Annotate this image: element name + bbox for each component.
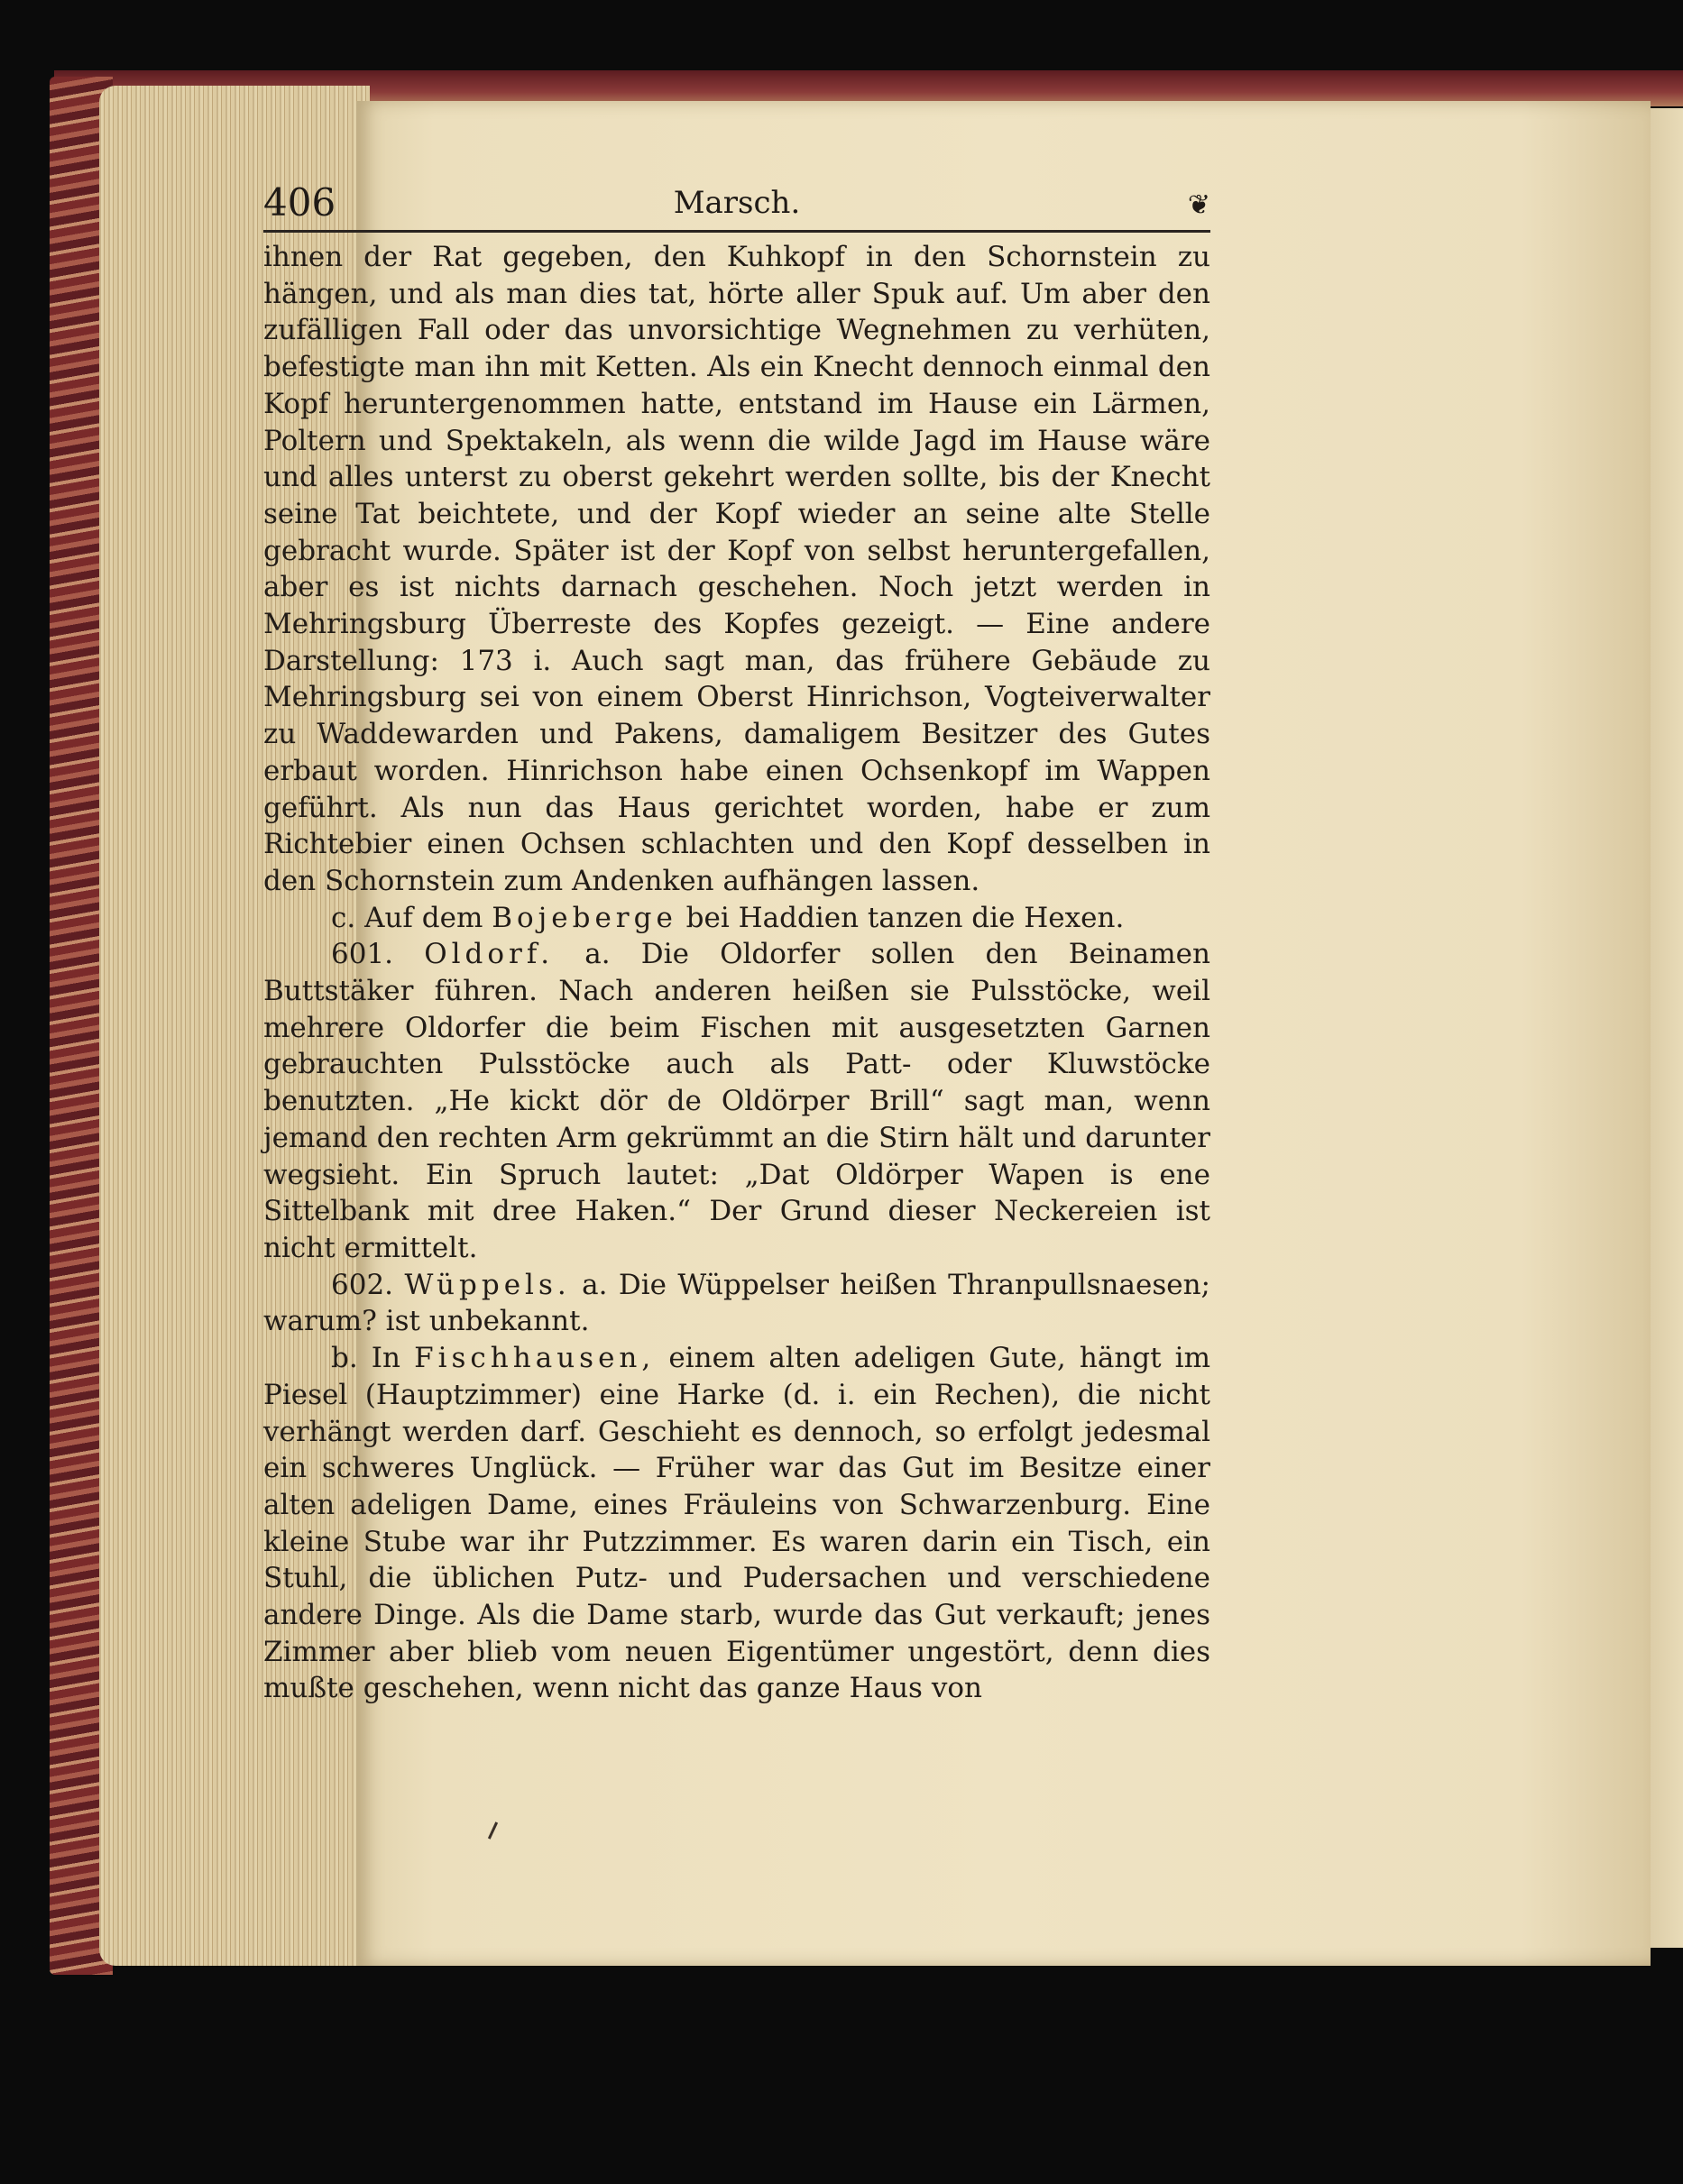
paragraph-text: einem alten adeligen Gute, hängt im Piesel (Hauptzimmer) eine Harke (d. i. ein Rechen), die nicht verhängt werden darf. Geschieht es dennoch, so erfolgt jedesmal ein schweres Unglück. — Früher war das Gut im Besitze einer alten adeligen Dame, eines Fräuleins von Schwarzenburg. Eine kleine Stube war ihr Putzzimmer. Es waren darin ein Tisch, ein Stuhl, die üblichen Putz- und Pudersachen und verschiedene andere Dinge. Als die Dame starb, wurde das Gut verkauft; jenes Zimmer aber blieb vom neuen Eigentümer ungestört, denn dies mußte geschehen, wenn nicht das ganze Haus von [263, 1342, 1210, 1705]
paragraph [263, 239, 1210, 900]
paragraph-text: bei Haddien tanzen die Hexen. [676, 901, 1125, 934]
paragraph [263, 1267, 1210, 1340]
place-name: Oldorf. [424, 938, 555, 971]
entry-number: 602. [331, 1268, 405, 1301]
paragraph-text: a. Die Wüppelser heißen Thranpullsnaesen; warum? ist unbekannt. [263, 1268, 1210, 1338]
place-name: Bojeberge [492, 901, 677, 934]
paragraph [263, 900, 1210, 937]
entry-number: 601. [331, 938, 425, 971]
ornament-icon: ❦ [1187, 189, 1210, 221]
paragraph [263, 1340, 1210, 1707]
paragraph-text: a. Die Oldorfer sollen den Beinamen Buttstäker führen. Nach anderen heißen sie Pulsstöcke, weil mehrere Oldorfer die beim Fischen mit ausgesetzten Garnen gebrauchten Pulsstöcke auch als Patt- oder Kluwstöcke benutzten. „He kickt dör de Oldörper Brill“ sagt man, wenn jemand den rechten Arm gekrümmt an die Stirn hält und darunter wegsieht. Ein Spruch lautet: „Dat Oldörper Wapen is ene Sittelbank mit dree Haken.“ Der Grund dieser Neckereien ist nicht ermittelt. [263, 938, 1210, 1264]
paragraph-text: c. Auf dem [331, 901, 492, 934]
running-title: Marsch. [673, 185, 801, 221]
place-name: Wüppels. [404, 1268, 571, 1301]
page-number: 406 [263, 180, 336, 225]
paragraph [263, 936, 1210, 1266]
running-head [263, 158, 1210, 233]
place-name: Fischhausen, [414, 1342, 656, 1375]
paragraph-text: ihnen der Rat gegeben, den Kuhkopf in den Schornstein zu hängen, und als man dies tat, hörte aller Spuk auf. Um aber den zufälligen Fall oder das unvorsichtige Wegnehmen zu verhüten, befestigte man ihn mit Ketten. Als ein Knecht dennoch einmal den Kopf heruntergenommen hatte, entstand im Hause ein Lärmen, Poltern und Spektakeln, als wenn die wilde Jagd im Hause wäre und alles unterst zu oberst gekehrt werden sollte, bis der Knecht seine Tat beichtete, und der Kopf wieder an seine alte Stelle gebracht wurde. Später ist der Kopf von selbst heruntergefallen, aber es ist nichts darnach geschehen. Noch jetzt werden in Mehringsburg Überreste des Kopfes gezeigt. — Eine andere Darstellung: 173 i. Auch sagt man, das frühere Gebäude zu Mehringsburg sei von einem Oberst Hinrichson, Vogteiverwalter zu Waddewarden und Pakens, damaligem Besitzer des Gutes erbaut worden. Hinrichson habe einen Ochsenkopf im Wappen geführt. Als nun das Haus gerichtet worden, habe er zum Richtebier einen Ochsen schlachten und den Kopf desselben in den Schornstein zum Andenken aufhängen lassen. [263, 241, 1210, 897]
page-body [263, 239, 1210, 1707]
paragraph-text: b. In [331, 1342, 415, 1375]
